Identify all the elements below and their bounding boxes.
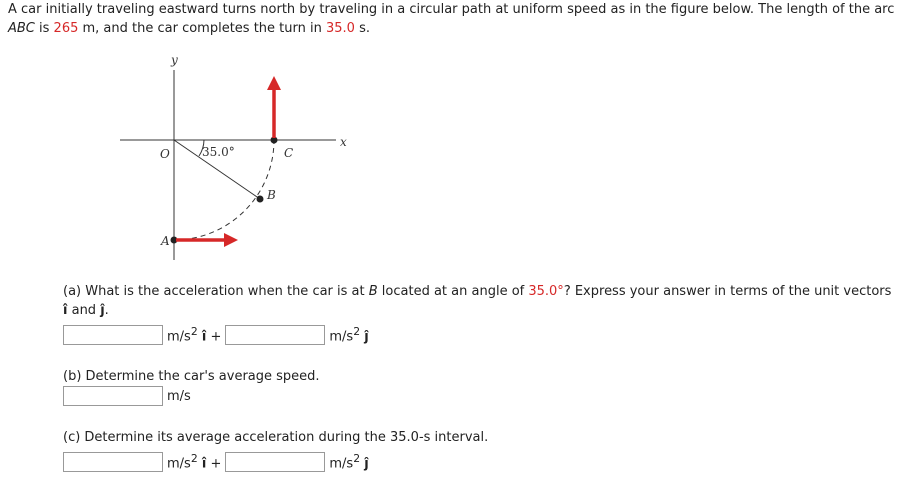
part-a-text-3: ? Express your answer in terms of the unit vectors [563,284,892,299]
part-b-answer-row [63,385,195,407]
problem-text-3: m, and the car completes the turn in [78,21,326,36]
problem-text-2: is [34,21,54,36]
part-a-point: B [368,284,378,299]
part-c-answer-row [63,451,373,473]
y-axis-label: y [171,53,178,67]
part-a-text-1: (a) What is the acceleration when the car is at [63,284,369,299]
part-a-j-component-input[interactable] [225,325,325,345]
time-value: 35.0 [325,21,355,36]
part-a-text-and: and [67,303,101,318]
part-a-unit-i: $m/s^2$ î + [167,325,222,345]
part-c-unit-j: $m/s^2$ ĵ [329,452,369,472]
problem-text-1: A car initially traveling eastward turns north by traveling in a circular path at uniform speed as in the figure below. The length of the arc [8,2,895,17]
part-a-angle-value: 35.0° [528,284,564,299]
part-a-text-2: located at an angle of [377,284,529,299]
part-b-question: (b) Determine the car's average speed. [63,369,320,384]
x-axis-label: x [340,135,347,149]
arc-name: ABC [8,21,35,36]
part-a-unit-j: $m/s^2$ ĵ [329,325,369,345]
point-a-label: A [161,234,170,248]
point-c-label: C [284,146,294,160]
part-a-i-component-input[interactable] [63,325,163,345]
arc-length-value: 265 [53,21,79,36]
part-a-text-end: . [104,303,109,318]
unit-vector-j: ĵ [100,303,105,318]
part-b-unit: m/s [167,388,191,404]
circular-path-figure [118,50,358,265]
problem-text-4: s. [354,21,370,36]
part-a-question [63,282,908,320]
part-c-j-component-input[interactable] [225,452,325,472]
point-b-dot [257,196,264,203]
part-c-unit-i: $m/s^2$ î + [167,452,222,472]
problem-statement [8,0,913,38]
point-b-label: B [267,188,276,202]
part-b-speed-input[interactable] [63,386,163,406]
part-c-question: (c) Determine its average acceleration during the 35.0-s interval. [63,430,489,445]
origin-label: O [160,147,170,161]
unit-vector-i: î [63,303,68,318]
part-c-i-component-input[interactable] [63,452,163,472]
part-a-answer-row [63,324,373,346]
angle-label: 35.0° [202,145,235,159]
